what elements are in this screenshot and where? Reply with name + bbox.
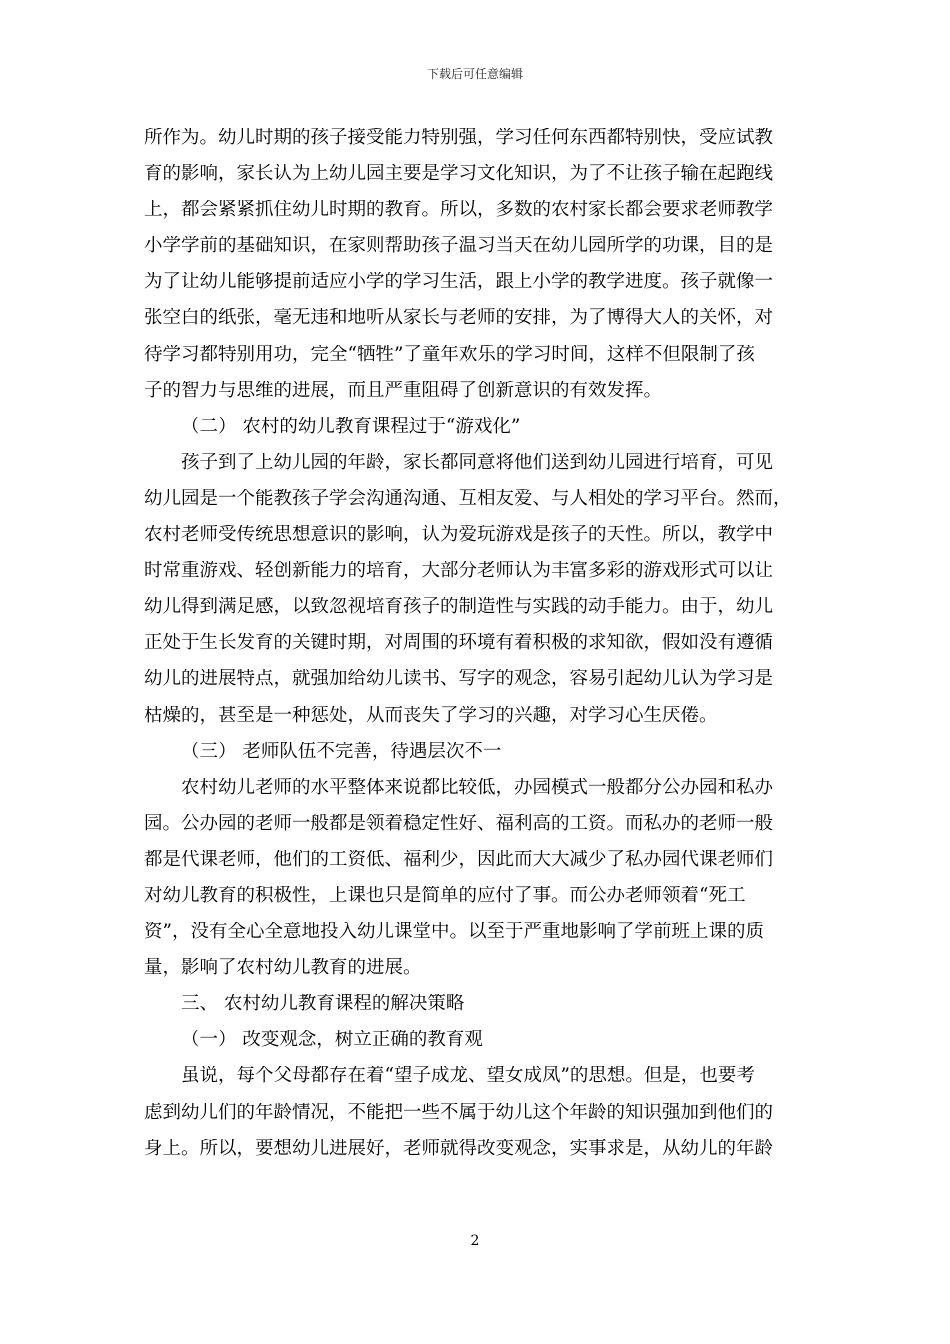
text-line: 量，影响了农村幼儿教育的进展。 <box>144 958 422 979</box>
section-heading: （二） 农村的幼儿教育课程过于“游戏化” <box>181 416 521 437</box>
text-line: 小学学前的基础知识，在家则帮助孩子温习当天在幼儿园所学的功课，目的是 <box>144 236 774 257</box>
text-line: 待学习都特别用功，完全“牺牲”了童年欢乐的学习时间，这样不但限制了孩 <box>144 344 755 365</box>
paragraph-first-line: 虽说，每个父母都存在着“望子成龙、望女成凤”的思想。但是，也要考 <box>181 1066 755 1087</box>
text-line: 枯燥的，甚至是一种惩处，从而丧失了学习的兴趣，对学习心生厌倦。 <box>144 705 718 726</box>
text-line: 幼儿园是一个能教孩子学会沟通沟通、互相友爱、与人相处的学习平台。然而， <box>144 488 792 509</box>
text-line: 虑到幼儿们的年龄情况，不能把一些不属于幼儿这个年龄的知识强加到他们的 <box>144 1102 774 1123</box>
text-line: 资”，没有全心全意地投入幼儿课堂中。以至于严重地影响了学前班上课的质 <box>144 922 764 943</box>
section-heading: （三） 老师队伍不完善，待遇层次不一 <box>181 741 502 762</box>
text-line: 为了让幼儿能够提前适应小学的学习生活，跟上小学的教学进度。孩子就像一 <box>144 272 774 293</box>
chapter-heading: 三、 农村幼儿教育课程的解决策略 <box>181 994 465 1015</box>
document-body <box>144 128 808 1175</box>
text-line: 幼儿的进展特点，就强加给幼儿读书、写字的观念，容易引起幼儿认为学习是 <box>144 669 774 690</box>
text-line: 育的影响，家长认为上幼儿园主要是学习文化知识，为了不让孩子输在起跑线 <box>144 164 774 185</box>
page-header: 下载后可任意编辑 <box>426 67 523 81</box>
text-line: 幼儿得到满足感，以致忽视培育孩子的制造性与实践的动手能力。由于，幼儿 <box>144 597 774 618</box>
text-line: 园。公办园的老师一般都是领着稳定性好、福利高的工资。而私办的老师一般 <box>144 813 774 834</box>
text-line: 时常重游戏、轻创新能力的培育，大部分老师认为丰富多彩的游戏形式可以让 <box>144 561 774 582</box>
paragraph-first-line: 农村幼儿老师的水平整体来说都比较低，办园模式一般都分公办园和私办 <box>181 777 774 798</box>
page-number: 2 <box>470 1233 480 1249</box>
text-line: 张空白的纸张，毫无违和地听从家长与老师的安排，为了博得大人的关怀，对 <box>144 308 774 329</box>
paragraph-first-line: 孩子到了上幼儿园的年龄，家长都同意将他们送到幼儿园进行培育，可见 <box>181 452 774 473</box>
text-line: 都是代课老师，他们的工资低、福利少，因此而大大减少了私办园代课老师们 <box>144 849 774 870</box>
text-line: 上，都会紧紧抓住幼儿时期的教育。所以，多数的农村家长都会要求老师教学 <box>144 200 774 221</box>
text-line: 农村老师受传统思想意识的影响，认为爱玩游戏是孩子的天性。所以，教学中 <box>144 525 774 546</box>
text-line: 子的智力与思维的进展，而且严重阻碍了创新意识的有效发挥。 <box>144 380 663 401</box>
text-line: 正处于生长发育的关键时期，对周围的环境有着积极的求知欲，假如没有遵循 <box>144 633 774 654</box>
text-line: 身上。所以，要想幼儿进展好，老师就得改变观念，实事求是，从幼儿的年龄 <box>144 1138 774 1159</box>
text-line: 对幼儿教育的积极性，上课也只是简单的应付了事。而公办老师领着“死工 <box>144 885 746 906</box>
text-line: 所作为。幼儿时期的孩子接受能力特别强，学习任何东西都特别快，受应试教 <box>144 128 774 148</box>
section-heading: （一） 改变观念，树立正确的教育观 <box>181 1030 483 1051</box>
